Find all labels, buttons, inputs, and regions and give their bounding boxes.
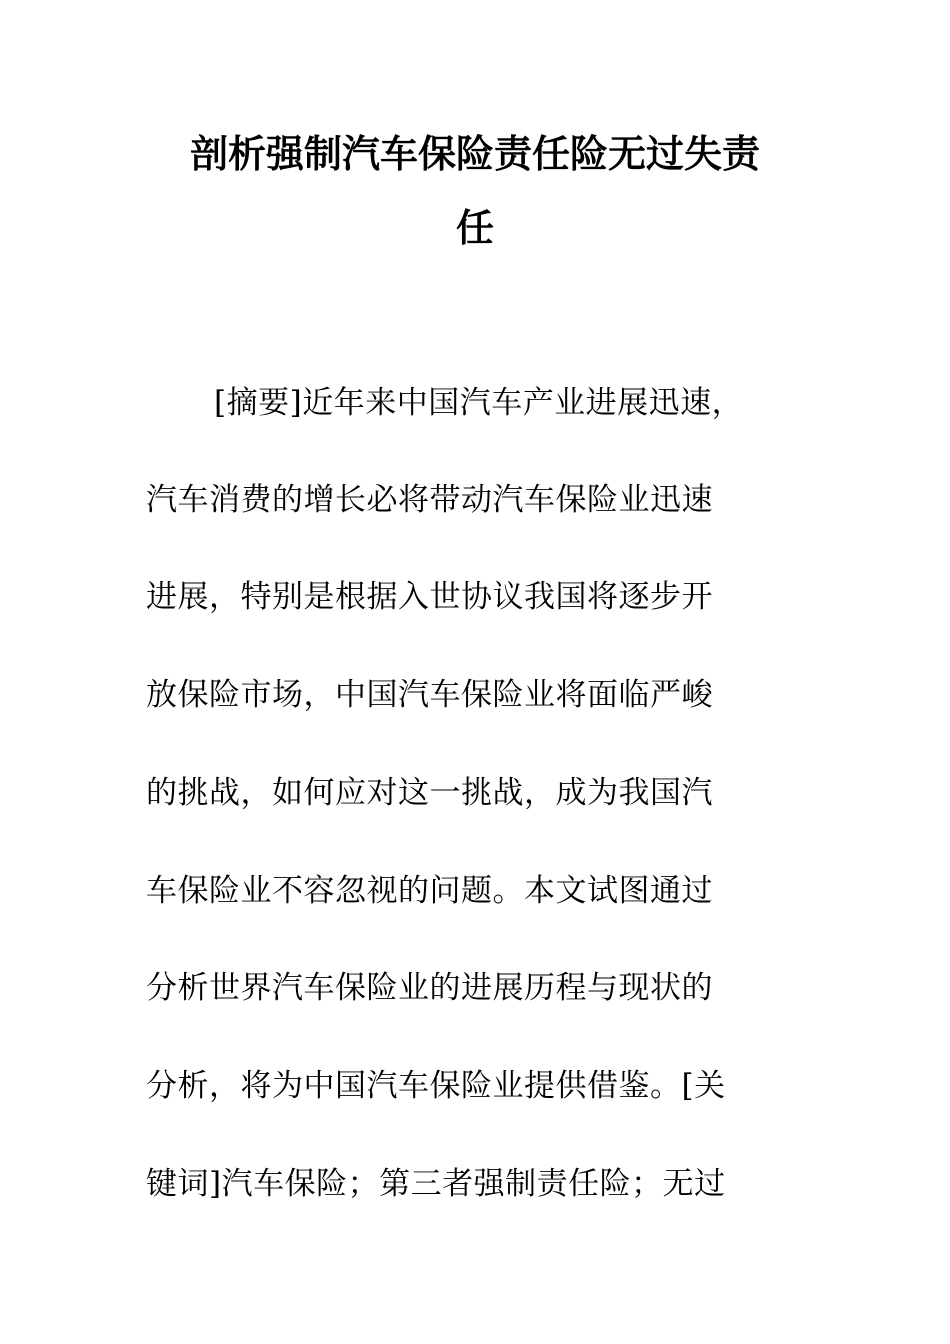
body-line-1: [摘要]近年来中国汽车产业进展迅速， — [214, 385, 744, 421]
document-title-line-1: 剖析强制汽车保险责任险无过失责 — [189, 132, 760, 176]
body-line-6: 车保险业不容忽视的问题。本文试图通过 — [146, 873, 713, 909]
body-line-9: 键词]汽车保险；第三者强制责任险；无过 — [146, 1166, 726, 1202]
body-line-5: 的挑战，如何应对这一挑战，成为我国汽 — [146, 775, 713, 811]
body-line-4: 放保险市场，中国汽车保险业将面临严峻 — [146, 677, 713, 713]
body-line-3: 进展，特别是根据入世协议我国将逐步开 — [146, 579, 713, 615]
body-line-8: 分析，将为中国汽车保险业提供借鉴。[关 — [146, 1068, 726, 1104]
body-line-7: 分析世界汽车保险业的进展历程与现状的 — [146, 970, 713, 1006]
document-title-line-2: 任 — [455, 206, 494, 250]
body-line-2: 汽车消费的增长必将带动汽车保险业迅速 — [146, 482, 713, 518]
